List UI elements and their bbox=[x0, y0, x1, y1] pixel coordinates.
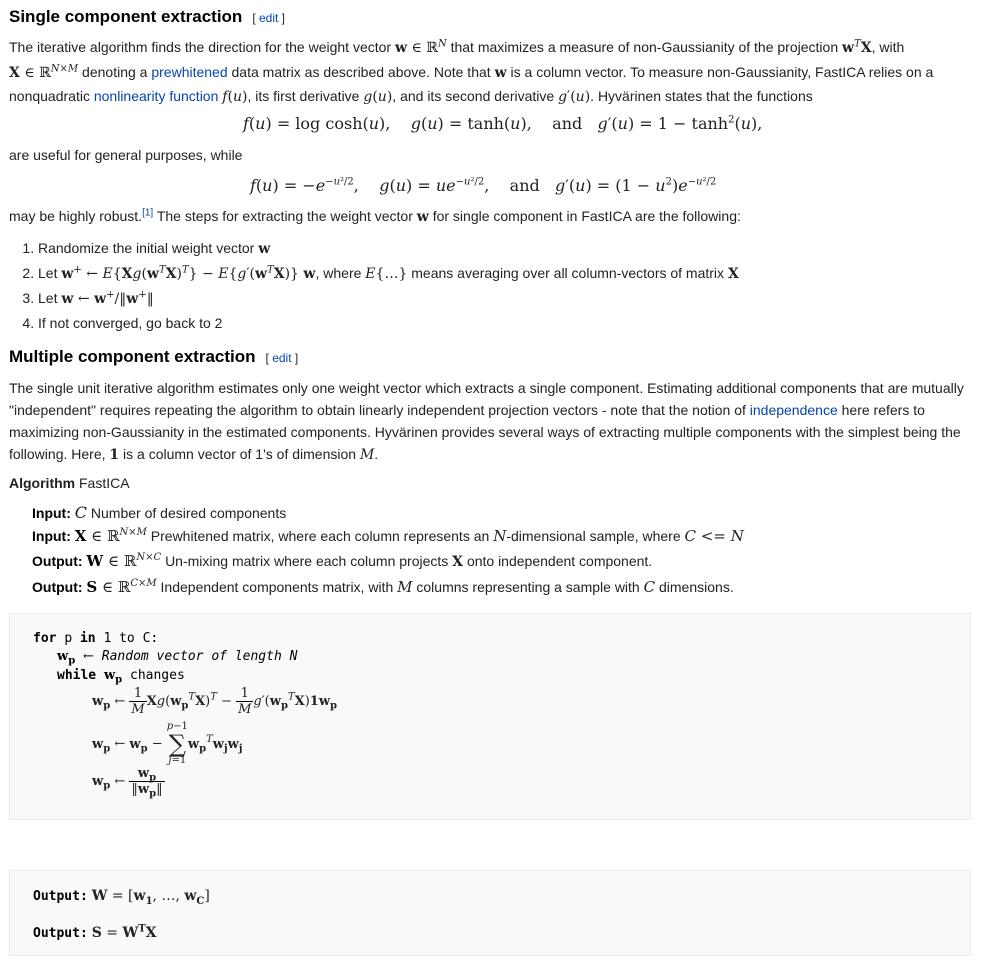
code-line-update2: $w_p$ ← $w_p - p-1$ ∑ $j=1w_p^Tw_jw_j$ bbox=[92, 721, 243, 766]
math-w: w bbox=[494, 64, 507, 81]
multiple-paragraph: The single unit iterative algorithm estimates only one weight vector which extracts a single component. Estimating additional components that are mutually "independent" requires repeating the algorithm to obtain linearly independent projection vectors - note that the notion of independence here refers to maximizing non-Gaussianity in the estimated components. Hyvärinen provides several ways of extracting multiple components with the simplest being the following. Here, 1 is a column vector of 1's of dimension M. bbox=[9, 380, 964, 463]
edit-link-multiple[interactable]: edit bbox=[272, 351, 292, 365]
link-independence[interactable]: independence bbox=[749, 402, 838, 418]
algo-output-w: Output: W ∈ ℝ$^{N\times C}$ Un-mixing matrix where each column projects X onto independent component. bbox=[32, 552, 653, 570]
code-output-w: Output: $W = [w_1$, …, $w_C$] bbox=[33, 888, 210, 907]
math-wTX: $w^TX$ bbox=[842, 38, 872, 56]
code-line-random: $w_p$ ← Random vector of length N bbox=[57, 649, 298, 667]
link-prewhitened[interactable]: prewhitened bbox=[151, 63, 228, 80]
edit-link-container: [ edit ] bbox=[265, 351, 299, 365]
code-line-for: for p in 1 to C: bbox=[33, 631, 159, 646]
list-item: 4. If not converged, go back to 2 bbox=[38, 311, 978, 336]
math-w-in-RN: w ∈ ℝ$^N$ bbox=[394, 38, 447, 56]
list-item: 1. Randomize the initial weight vector w bbox=[38, 236, 978, 261]
edit-link-container: [ edit ] bbox=[252, 11, 286, 25]
pseudocode-block bbox=[9, 613, 971, 820]
code-line-update3: $w_p$ ← $\frac{w_p}{‖w_p‖}$ bbox=[92, 766, 163, 800]
math-fu: f bbox=[222, 89, 228, 105]
intro-paragraph: The iterative algorithm finds the direction for the weight vector w ∈ ℝ$^N$ that maximizes a measure of non-Gaussianity of the projection $w^TX$, with X ∈ ℝ$^{N\times M}$ denoting a prewhitened data matrix as described above. Note that w is a column vector. To measure non-Gaussianity, FastICA relies on a nonquadratic nonlinearity function f(u), its first derivative g(u), and its second derivative g′(u). Hyvärinen states that the functions bbox=[9, 38, 934, 105]
robust-paragraph: may be highly robust.[1] The steps for extracting the weight vector w for single component in FastICA are the following: bbox=[9, 207, 741, 225]
list-item: 2. Let w+ ← $E\{Xg(w^TX)^T\} - E\{g'(w^TX)\}$ w, where E{…} means averaging over all column-vectors of matrix X bbox=[38, 261, 978, 286]
edit-link-single[interactable]: edit bbox=[258, 11, 279, 25]
reference-1[interactable]: [1] bbox=[142, 207, 154, 219]
equation-logcosh: f(u) = log cosh(u), g(u) = tanh(u), and $g'(u) = 1 - \tanh^2(u)$, bbox=[243, 114, 763, 133]
algo-input-x: Input: X ∈ ℝ$^{N\times M}$ Prewhitened matrix, where each column represents an N-dimensional sample, where C <= N bbox=[32, 527, 744, 545]
equation-exp: $f(u) = -e^{-u^2/2}$, $g(u) = ue^{-u^2/2}$, and $g'(u) = (1 - u^2)e^{-u^2/2}$ bbox=[250, 176, 717, 195]
algo-input-c: Input: C Number of desired components bbox=[32, 503, 287, 522]
link-function[interactable]: function bbox=[169, 88, 219, 104]
math-X-in-R: X ∈ ℝ$^{N\times M}$ bbox=[9, 62, 79, 81]
algo-output-s: Output: S ∈ ℝ$^{C\times M}$ Independent components matrix, with M columns representing a sample with C dimensions. bbox=[32, 578, 734, 596]
link-nonlinearity[interactable]: nonlinearity bbox=[93, 88, 166, 104]
general-purpose-text: are useful for general purposes, while bbox=[9, 147, 243, 163]
section-heading-single: Single component extraction [ edit ] bbox=[9, 7, 286, 26]
code-output-s: Output: $S = W^TX$ bbox=[33, 923, 157, 941]
output-block bbox=[9, 870, 971, 956]
code-line-while: while $w_p$ changes bbox=[57, 668, 185, 686]
code-line-update1: $w_p$ ← $\frac{1}{M}$ $Xg(w_p^TX)^T$ − $\frac{1}{M}$ $g'(w_p^TX)1w_p$ bbox=[92, 686, 338, 717]
list-item: 3. Let w ← w+/‖w+‖ bbox=[38, 286, 978, 311]
section-heading-multiple: Multiple component extraction [ edit ] bbox=[9, 347, 299, 366]
steps-list bbox=[9, 236, 978, 336]
algorithm-title: Algorithm FastICA bbox=[9, 475, 130, 491]
